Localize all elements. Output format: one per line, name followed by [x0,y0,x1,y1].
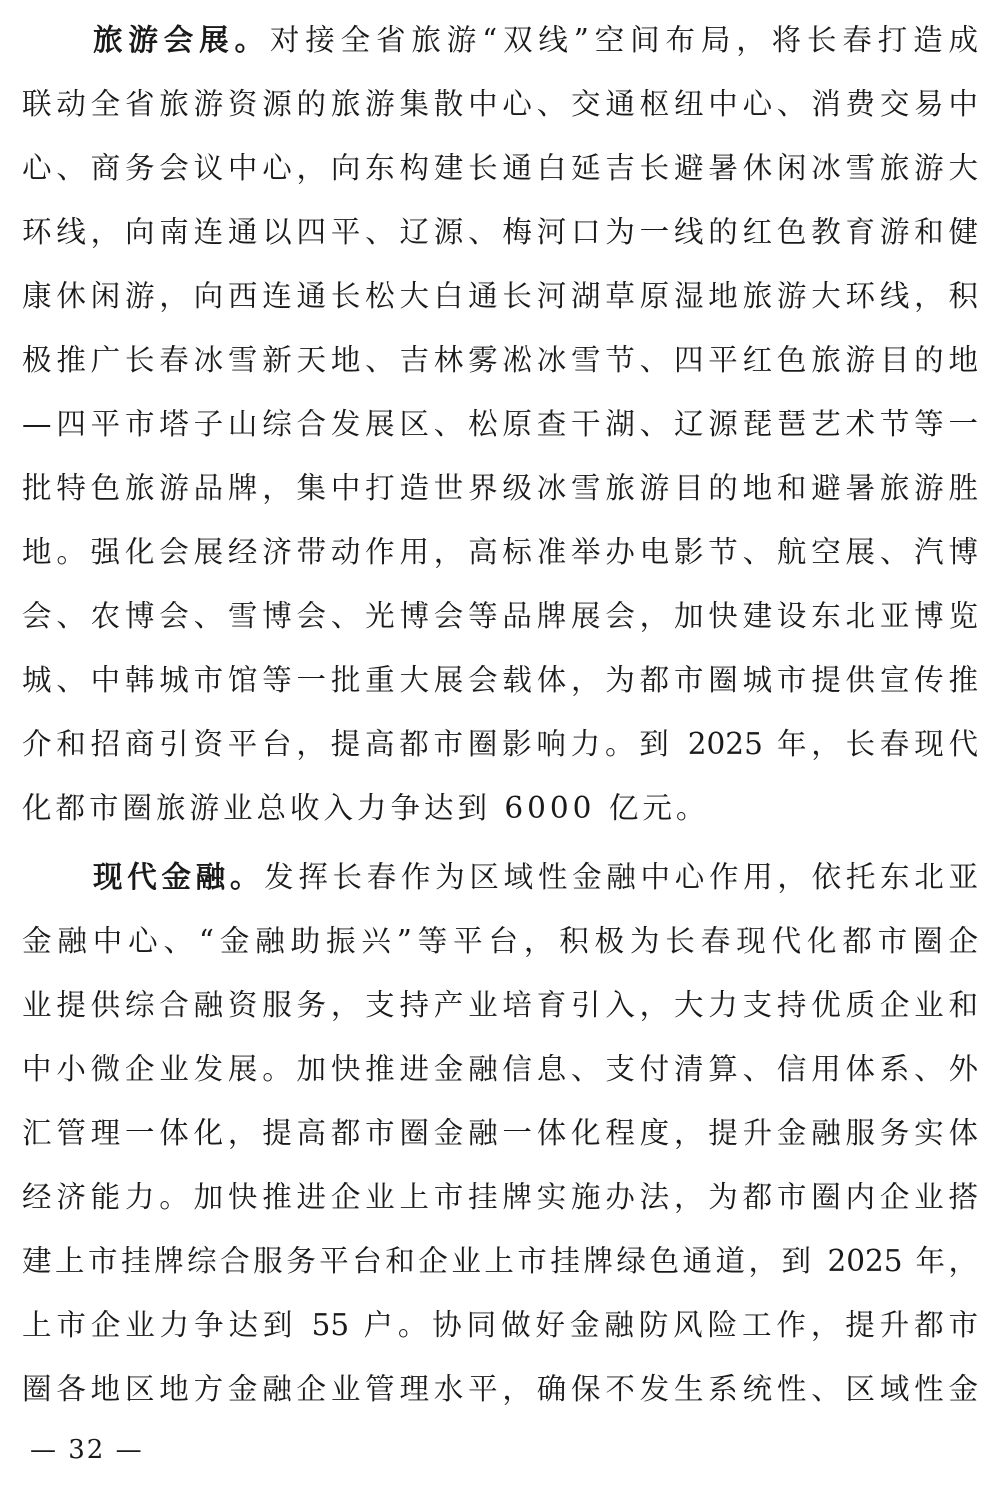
paragraph-tourism-line-11: 城、中韩城市馆等一批重大展会载体，为都市圈城市提供宣传推 [22,663,978,697]
paragraph-tourism-line-6: 极推广长春冰雪新天地、吉林雾凇冰雪节、四平红色旅游目的地 [22,343,978,377]
paragraph-finance-line-4: 中小微企业发展。加快推进金融信息、支付清算、信用体系、外 [22,1052,978,1086]
paragraph-finance-line-9: 圈各地区地方金融企业管理水平，确保不发生系统性、区域性金 [22,1372,978,1406]
page-number: — 32 — [30,1435,144,1465]
paragraph-tourism-line-13: 化都市圈旅游业总收入力争达到 6000 亿元。 [22,791,710,825]
paragraph-tourism-line-1 [93,8,978,72]
paragraph-finance-line-3: 业提供综合融资服务，支持产业培育引入，大力支持优质企业和 [22,988,978,1022]
paragraph-text: 对接全省旅游“双线”空间布局，将长春打造成 [269,23,978,57]
paragraph-text: 发挥长春作为区域性金融中心作用，依托东北亚 [264,860,978,894]
paragraph-tourism-line-5: 康休闲游，向西连通长松大白通长河湖草原湿地旅游大环线，积 [22,279,978,313]
paragraph-tourism-line-4: 环线，向南连通以四平、辽源、梅河口为一线的红色教育游和健 [22,215,978,249]
paragraph-finance-heading: 现代金融。 [93,859,265,894]
paragraph-tourism-line-7: —四平市塔子山综合发展区、松原查干湖、辽源琵琶艺术节等一 [22,407,978,441]
paragraph-finance-line-6: 经济能力。加快推进企业上市挂牌实施办法，为都市圈内企业搭 [22,1180,978,1214]
paragraph-tourism-line-10: 会、农博会、雪博会、光博会等品牌展会，加快建设东北亚博览 [22,599,978,633]
paragraph-finance-line-2: 金融中心、“金融助振兴”等平台，积极为长春现代化都市圈企 [22,924,978,958]
paragraph-tourism-line-12: 介和招商引资平台，提高都市圈影响力。到 2025 年，长春现代 [22,727,978,761]
paragraph-tourism-line-3: 心、商务会议中心，向东构建长通白延吉长避暑休闲冰雪旅游大 [22,151,978,185]
paragraph-tourism-line-2: 联动全省旅游资源的旅游集散中心、交通枢纽中心、消费交易中 [22,87,978,121]
paragraph-finance-line-1 [93,845,978,909]
paragraph-tourism-line-8: 批特色旅游品牌，集中打造世界级冰雪旅游目的地和避暑旅游胜 [22,471,978,505]
paragraph-finance-line-7: 建上市挂牌综合服务平台和企业上市挂牌绿色通道，到 2025 年， [22,1244,978,1278]
paragraph-finance-line-8: 上市企业力争达到 55 户。协同做好金融防风险工作，提升都市 [22,1308,978,1342]
paragraph-tourism-heading: 旅游会展。 [93,22,270,57]
paragraph-finance-line-5: 汇管理一体化，提高都市圈金融一体化程度，提升金融服务实体 [22,1116,978,1150]
paragraph-tourism-line-9: 地。强化会展经济带动作用，高标准举办电影节、航空展、汽博 [22,535,978,569]
